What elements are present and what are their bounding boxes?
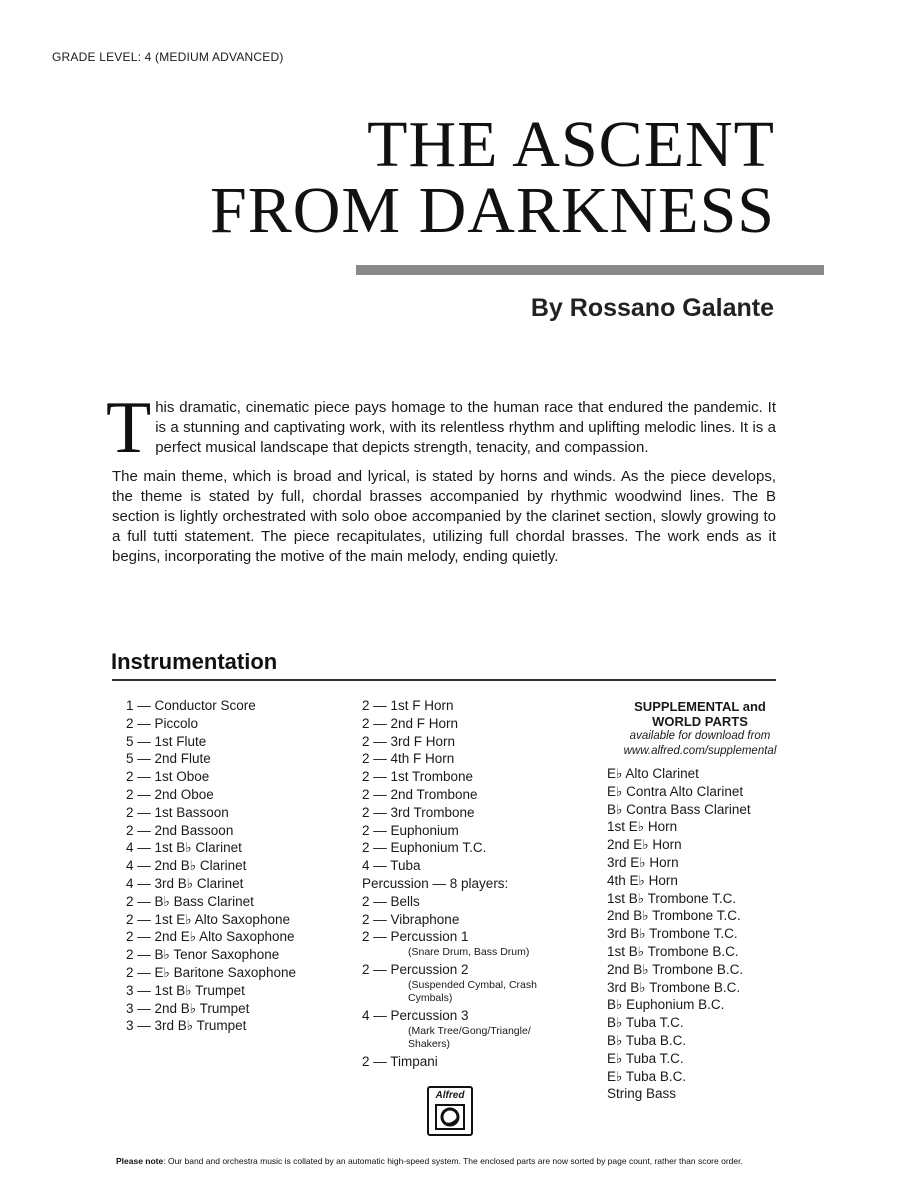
list-item: E♭ Alto Clarinet — [607, 766, 699, 781]
list-item: 2 — 4th F Horn — [362, 751, 455, 767]
list-item: 2 — 3rd F Horn — [362, 733, 456, 749]
list-item: 1st B♭ Trombone B.C. — [607, 943, 739, 959]
percussion-note: Shakers) — [408, 1037, 451, 1050]
drop-cap: T — [106, 387, 152, 469]
instrumentation-heading: Instrumentation — [111, 649, 278, 674]
page-title — [210, 108, 775, 247]
list-item: 2 — E♭ Baritone Saxophone — [126, 964, 296, 980]
percussion-label: 2 — Percussion 2 — [362, 962, 469, 978]
instrument-list-column-2 — [362, 697, 537, 1071]
supplemental-url: www.alfred.com/supplemental — [623, 745, 777, 757]
list-item: 4 — 1st B♭ Clarinet — [126, 840, 242, 856]
list-item: 5 — 2nd Flute — [126, 751, 211, 767]
list-item: 2 — Bells — [362, 893, 420, 909]
supplemental-header — [600, 699, 800, 759]
percussion-label: 4 — Percussion 3 — [362, 1007, 469, 1023]
supplemental-title-line-1: SUPPLEMENTAL and — [634, 699, 766, 714]
list-item: 4th E♭ Horn — [607, 872, 678, 888]
list-item: E♭ Contra Alto Clarinet — [607, 783, 744, 799]
list-item: 2 — 3rd Trombone — [362, 804, 475, 820]
list-item — [362, 928, 537, 959]
description-paragraph: The main theme, which is broad and lyrical, is stated by horns and winds. As the piece develops, the theme is stated by full, chordal brasses accompanied by rhythmic woodwind lines. The B section is lightly orchestrated with solo oboe accompanied by the clarinet section, slowly growing to a full tutti statement. The piece recapitulates, utilizing full chordal brasses. The work ends as it begins, incorporating the motive of the main melody, ending quietly. — [112, 468, 776, 565]
percussion-label: 2 — Percussion 1 — [362, 929, 469, 945]
list-item: 3rd B♭ Trombone T.C. — [607, 926, 738, 942]
list-item: 2nd E♭ Horn — [607, 837, 682, 853]
list-item: 4 — 2nd B♭ Clarinet — [126, 858, 247, 874]
list-item: 3 — 2nd B♭ Trumpet — [126, 1000, 250, 1016]
list-item: 5 — 1st Flute — [126, 733, 207, 749]
list-item: 3 — 1st B♭ Trumpet — [126, 982, 245, 998]
list-item: 1 — Conductor Score — [126, 698, 256, 713]
list-item: 2 — 1st Oboe — [126, 769, 210, 785]
list-item: 1st B♭ Trombone T.C. — [607, 890, 737, 906]
supplemental-note: available for download from — [629, 730, 771, 742]
percussion-note: (Snare Drum, Bass Drum) — [408, 946, 530, 959]
composer-byline: By Rossano Galante — [530, 294, 774, 322]
footer-note — [116, 1156, 743, 1166]
list-item: 2 — 2nd Trombone — [362, 786, 478, 802]
title-divider — [356, 265, 824, 275]
percussion-note: (Mark Tree/Gong/Triangle/ — [408, 1024, 531, 1037]
list-item — [362, 961, 537, 1005]
intro-text: his dramatic, cinematic piece pays homage to the human race that endured the pandemic. It is a stunning and captivating work, with its relentless rhythm and uplifting melodic lines. It is a perfect musical landscape that depicts strength, tenacity, and compassion. — [155, 399, 776, 456]
list-item: 2 — B♭ Tenor Saxophone — [126, 947, 280, 963]
list-item: Percussion — 8 players: — [362, 875, 509, 891]
percussion-note: Cymbals) — [408, 991, 453, 1004]
supplemental-parts-list — [607, 765, 751, 1103]
footer-label: Please note — [116, 1156, 164, 1166]
percussion-note: (Suspended Cymbal, Crash — [408, 978, 537, 991]
list-item: 2 — 1st E♭ Alto Saxophone — [126, 911, 290, 927]
list-item: String Bass — [607, 1086, 677, 1102]
list-item: B♭ Tuba T.C. — [607, 1015, 684, 1031]
instrumentation-divider — [112, 679, 776, 681]
list-item — [362, 1007, 537, 1051]
list-item: B♭ Contra Bass Clarinet — [607, 801, 751, 817]
list-item: 2 — B♭ Bass Clarinet — [126, 893, 254, 909]
list-item: B♭ Euphonium B.C. — [607, 997, 725, 1013]
list-item: 2 — 1st Trombone — [362, 769, 474, 785]
list-item: 2nd B♭ Trombone B.C. — [607, 961, 744, 977]
list-item: 2 — 2nd F Horn — [362, 715, 459, 731]
supplemental-title-line-2: WORLD PARTS — [652, 714, 748, 729]
list-item: E♭ Tuba T.C. — [607, 1050, 684, 1066]
logo-wordmark: Alfred — [435, 1090, 465, 1101]
title-line-1: THE ASCENT — [367, 108, 775, 181]
list-item: 4 — Tuba — [362, 858, 421, 874]
footer-text: : Our band and orchestra music is collated by an automatic high-speed system. The enclosed parts are now sorted by page count, rather than score order. — [163, 1156, 743, 1166]
list-item: 1st E♭ Horn — [607, 819, 678, 835]
list-item: 2 — Euphonium T.C. — [362, 840, 487, 856]
list-item: 4 — 3rd B♭ Clarinet — [126, 875, 244, 891]
list-item: E♭ Tuba B.C. — [607, 1068, 687, 1084]
list-item: 2 — Piccolo — [126, 715, 199, 731]
intro-paragraph — [106, 387, 776, 469]
list-item: B♭ Tuba B.C. — [607, 1032, 687, 1048]
instrument-list-column-1 — [126, 697, 296, 1035]
list-item: 2 — 1st F Horn — [362, 698, 454, 713]
list-item: 2 — 1st Bassoon — [126, 804, 229, 820]
list-item: 2 — 2nd E♭ Alto Saxophone — [126, 929, 295, 945]
list-item: 2 — 2nd Bassoon — [126, 822, 234, 838]
list-item: 2 — 2nd Oboe — [126, 786, 214, 802]
list-item: 2 — Euphonium — [362, 822, 459, 838]
list-item: 2 — Timpani — [362, 1053, 438, 1069]
list-item: 3 — 3rd B♭ Trumpet — [126, 1018, 247, 1034]
list-item: 2 — Vibraphone — [362, 911, 460, 927]
title-line-2: FROM DARKNESS — [210, 174, 775, 247]
list-item: 3rd E♭ Horn — [607, 854, 679, 870]
grade-level: GRADE LEVEL: 4 (MEDIUM ADVANCED) — [52, 50, 284, 64]
alfred-emblem-icon — [435, 1104, 465, 1130]
list-item: 3rd B♭ Trombone B.C. — [607, 979, 741, 995]
alfred-logo — [427, 1086, 473, 1136]
list-item: 2nd B♭ Trombone T.C. — [607, 908, 741, 924]
